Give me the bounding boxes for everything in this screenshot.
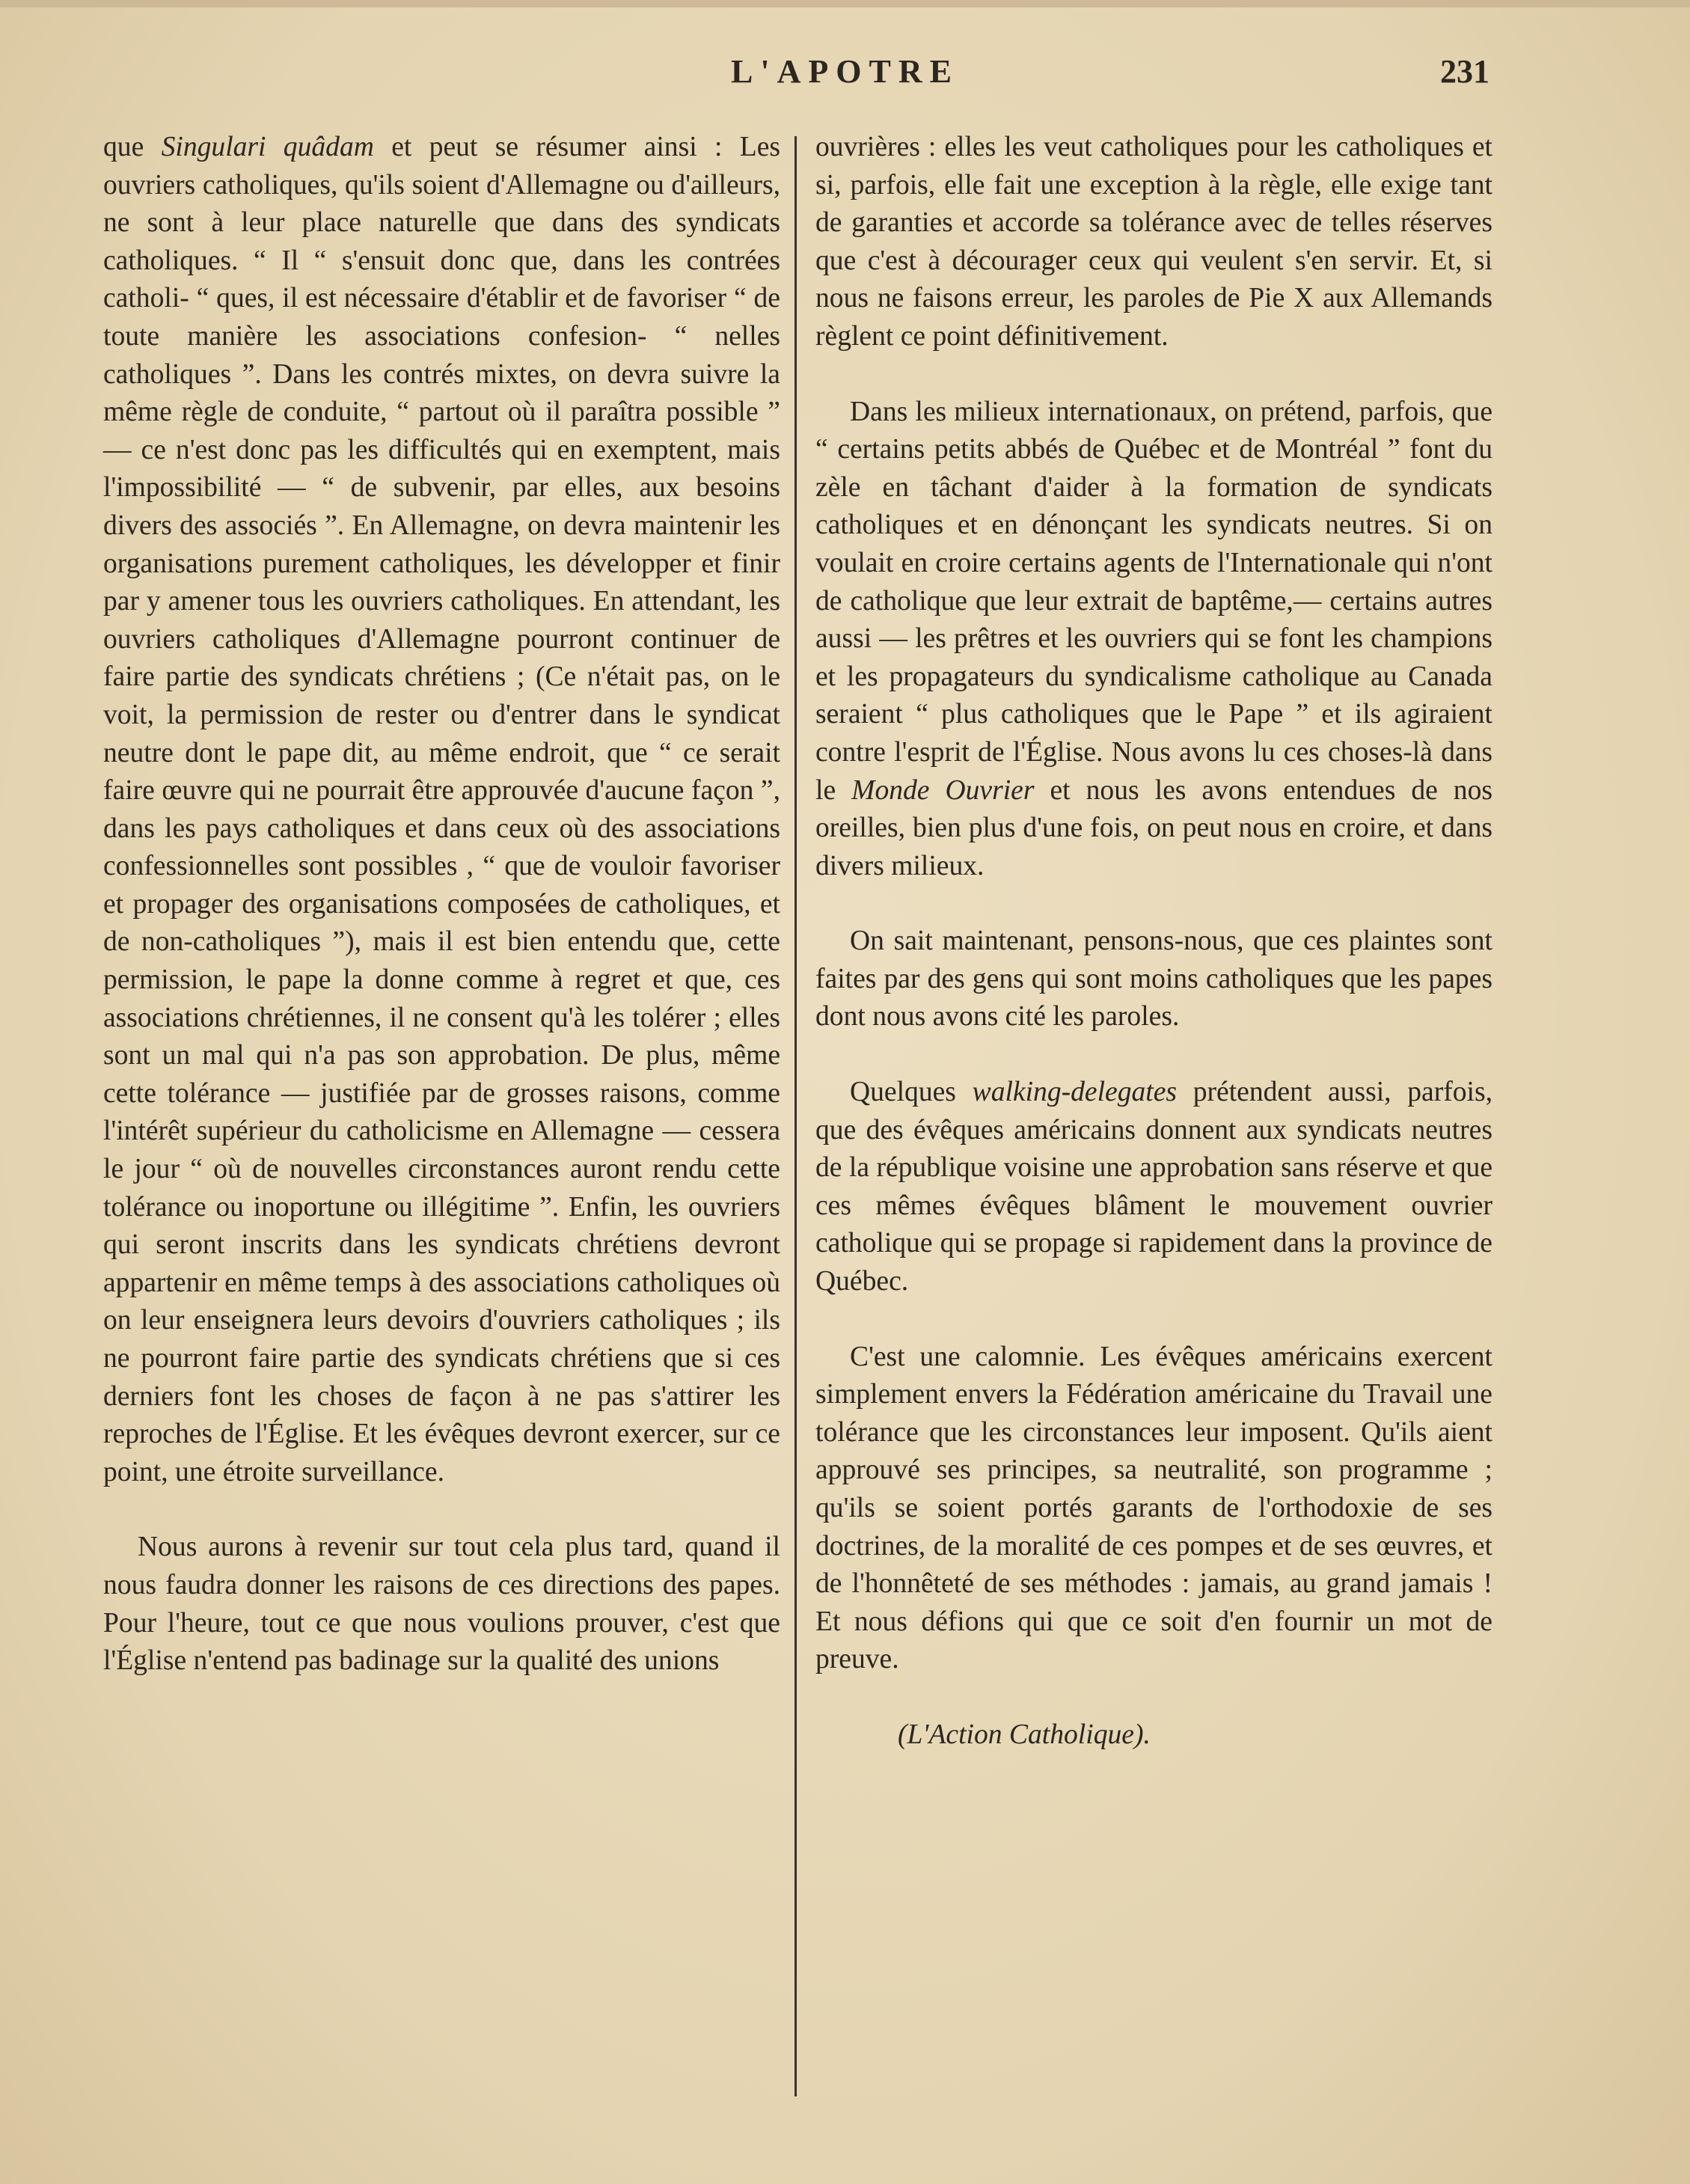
page-number: 231 [1440, 53, 1490, 90]
left-paragraph-1 [103, 129, 780, 1491]
right-paragraph-5: C'est une calomnie. Les évêques américains exercent simplement envers la Fédération américaine du Travail une tolérance que les circonstances leur imposent. Qu'ils aient approuvé ses principes, sa neutralité, son programme ; qu'ils se soient portés garants de l'orthodoxie de ses doctrines, de la moralité de ces pompes et de ses œuvres, et de l'honnêteté de ses méthodes : jamais, au grand jamais ! Et nous défions qui que ce soit d'en fournir un mot de preuve. [815, 1341, 1492, 1675]
right-paragraph-3: On sait maintenant, pensons-nous, que ces plaintes sont faites par des gens qui sont moins catholiques que les papes dont nous avons cité les paroles. [815, 926, 1492, 1033]
text-run: prétendent aussi, parfois, que des évêques américains donnent aux syndicats neutres de la république voisine une approbation sans réserve et que ces mêmes évêques blâment le mouvement ouvrier catholique qui se propage si rapidement dans la province de Québec. [815, 1077, 1492, 1297]
text-run: et nous les avons entendues de nos oreilles, bien plus d'une fois, on peut nous en croire, et dans divers milieux. [815, 774, 1493, 881]
italic-title: Monde Ouvrier [851, 774, 1035, 806]
text-run: Quelques [850, 1077, 973, 1108]
italic-title: Singulari quâdam [161, 132, 374, 162]
italic-term: walking-delegates [972, 1077, 1178, 1108]
left-column [103, 129, 780, 1680]
source-citation: (L'Action Catholique). [898, 1719, 1151, 1750]
text-run: que [103, 132, 162, 162]
running-title: L'APOTRE [731, 53, 959, 90]
right-paragraph-1: ouvrières : elles les veut catholiques pour les catholiques et si, parfois, elle fait une exception à la règle, elle exige tant de garanties et accorde sa tolérance avec de telles réserves que c'est à décourager ceux qui veulent s'en servir. Et, si nous ne faisons erreur, les paroles de Pie X aux Allemands règlent ce point définitivement. [815, 132, 1492, 352]
right-paragraph-4 [815, 1074, 1492, 1301]
left-paragraph-2: Nous aurons à revenir sur tout cela plus tard, quand il nous faudra donner les raisons de ces directions des papes. Pour l'heure, tout ce que nous voulions prouver, c'est que l'Église n'entend pas badinage sur la qualité des unions [103, 1532, 780, 1677]
column-divider [795, 136, 797, 2096]
text-run: et peut se résumer ainsi : Les ouvriers catholiques, qu'ils soient d'Allemagne ou d'ailleurs, ne sont à leur place naturelle que dans des syndicats catholiques. “ Il “ s'ensuit donc que, dans les contrées catholi- “ ques, il est nécessaire d'établir et de favoriser “ de toute manière les associations confesion- “ nelles catholiques ”. Dans les contrés mixtes, on devra suivre la même règle de conduite, “ partout où il paraîtra possible ” — ce n'est donc pas les difficultés qui en exemptent, mais l'impossibilité — “ de subvenir, par elles, aux besoins divers des associés ”. En Allemagne, on devra maintenir les organisations purement catholiques, les développer et finir par y amener tous les ouvriers catholiques. En attendant, les ouvriers catholiques d'Allemagne pourront continuer de faire partie des syndicats chrétiens ; (Ce n'était pas, on le voit, la permission de rester ou d'entrer dans le syndicat neutre dont le pape dit, au même endroit, que “ ce serait faire œuvre qui ne pourrait être approuvée d'aucune façon ”, dans les pays catholiques et dans ceux où des associations confessionnelles sont possibles , “ que de vouloir favoriser et propager des organisations composées de catholiques, et de non-catholiques ”), mais il est bien entendu que, cette permission, le pape la donne comme à regret et que, ces associations chrétiennes, il ne consent qu'à les tolérer ; elles sont un mal qui n'a pas son approbation. De plus, même cette tolérance — justifiée par de grosses raisons, comme l'intérêt supérieur du catholicisme en Allemagne — cessera le jour “ où de nouvelles circonstances auront rendu cette tolérance ou inoportune ou illégitime ”. Enfin, les ouvriers qui seront inscrits dans les syndicats chrétiens devront appartenir en même temps à des associations catholiques où on leur enseignera leurs devoirs d'ouvriers catholiques ; ils ne pourront faire partie des syndicats chrétiens que si ces derniers font les choses de façon à ne pas s'attirer les reproches de l'Église. Et les évêques devront exercer, sur ce point, une étroite surveillance. [103, 132, 780, 1487]
right-column [815, 129, 1492, 1755]
page-header [0, 46, 1690, 99]
text-run: Dans les milieux internationaux, on prétend, parfois, que “ certains petits abbés de Québec et de Montréal ” font du zèle en tâchant d'aider à la formation de syndicats catholiques et en dénonçant les syndicats neutres. Si on voulait en croire certains agents de l'Internationale qui n'ont de catholique que leur extrait de baptême,— certains autres aussi — les prêtres et les ouvriers qui se font les champions et les propagateurs du syndicalisme catholique au Canada seraient “ plus catholiques que le Pape ” et ils agiraient contre l'esprit de l'Église. Nous avons lu ces choses-là dans le [815, 396, 1492, 806]
right-paragraph-2 [815, 394, 1492, 886]
page-top-edge [0, 0, 1690, 7]
